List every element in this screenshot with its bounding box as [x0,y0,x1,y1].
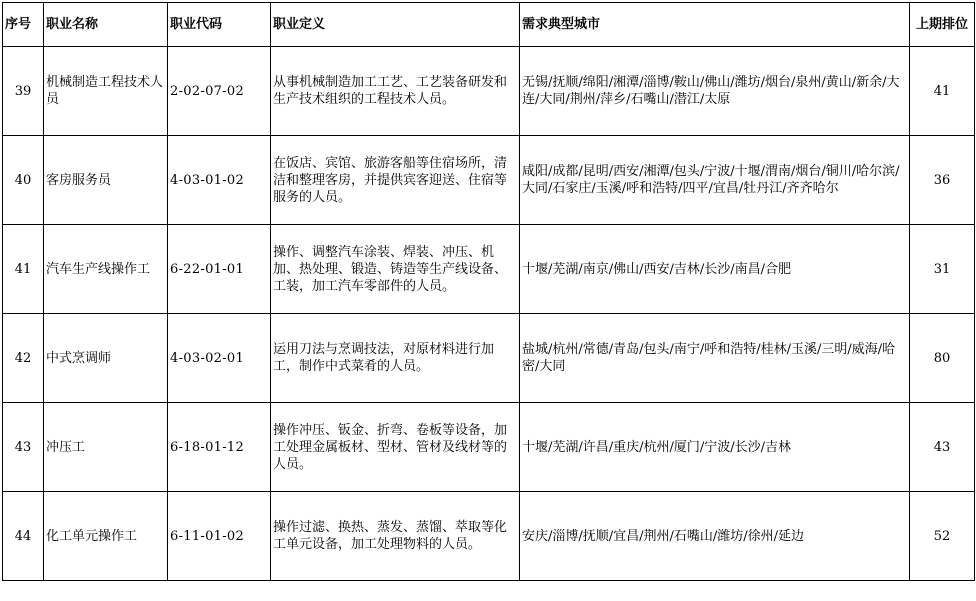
cell-definition: 在饭店、宾馆、旅游客船等住宿场所，清洁和整理客房，并提供宾客迎送、住宿等服务的人员。 [271,136,520,225]
cell-definition: 操作、调整汽车涂装、焊装、冲压、机加、热处理、锻造、铸造等生产线设备、工装，加工汽车零部件的人员。 [271,225,520,314]
cell-cities: 十堰/芜湖/许昌/重庆/杭州/厦门/宁波/长沙/吉林 [520,403,910,492]
table-row [3,225,975,314]
header-name: 职业名称 [44,3,168,47]
cell-cities: 咸阳/成都/昆明/西安/湘潭/包头/宁波/十堰/渭南/烟台/铜川/哈尔滨/大同/石家庄/玉溪/呼和浩特/四平/宜昌/牡丹江/齐齐哈尔 [520,136,910,225]
cell-seq: 44 [3,492,44,581]
table-row [3,136,975,225]
cell-rank: 36 [910,136,975,225]
cell-definition: 从事机械制造加工工艺、工艺装备研发和生产技术组织的工程技术人员。 [271,47,520,136]
cell-code: 4-03-01-02 [168,136,271,225]
cell-cities: 无锡/抚顺/绵阳/湘潭/淄博/鞍山/佛山/潍坊/烟台/泉州/黄山/新余/大连/大同/荆州/萍乡/石嘴山/潜江/太原 [520,47,910,136]
cell-name: 中式烹调师 [44,314,168,403]
cell-cities: 盐城/杭州/常德/青岛/包头/南宁/呼和浩特/桂林/玉溪/三明/威海/哈密/大同 [520,314,910,403]
cell-name: 机械制造工程技术人员 [44,47,168,136]
cell-definition: 操作过滤、换热、蒸发、蒸馏、萃取等化工单元设备，加工处理物料的人员。 [271,492,520,581]
cell-definition: 运用刀法与烹调技法，对原材料进行加工，制作中式菜肴的人员。 [271,314,520,403]
occupation-table [2,2,975,581]
header-seq: 序号 [3,3,44,47]
cell-code: 6-11-01-02 [168,492,271,581]
cell-rank: 31 [910,225,975,314]
cell-code: 2-02-07-02 [168,47,271,136]
cell-rank: 43 [910,403,975,492]
cell-rank: 41 [910,47,975,136]
cell-cities: 安庆/淄博/抚顺/宜昌/荆州/石嘴山/潍坊/徐州/延边 [520,492,910,581]
cell-code: 6-22-01-01 [168,225,271,314]
table-row [3,314,975,403]
header-cities: 需求典型城市 [520,3,910,47]
cell-cities: 十堰/芜湖/南京/佛山/西安/吉林/长沙/南昌/合肥 [520,225,910,314]
cell-code: 6-18-01-12 [168,403,271,492]
cell-code: 4-03-02-01 [168,314,271,403]
cell-rank: 80 [910,314,975,403]
cell-seq: 40 [3,136,44,225]
cell-definition: 操作冲压、钣金、折弯、卷板等设备，加工处理金属板材、型材、管材及线材等的人员。 [271,403,520,492]
cell-name: 客房服务员 [44,136,168,225]
cell-seq: 41 [3,225,44,314]
header-code: 职业代码 [168,3,271,47]
header-definition: 职业定义 [271,3,520,47]
table-row [3,47,975,136]
cell-seq: 42 [3,314,44,403]
cell-rank: 52 [910,492,975,581]
cell-seq: 43 [3,403,44,492]
cell-name: 冲压工 [44,403,168,492]
header-rank: 上期排位 [910,3,975,47]
cell-name: 汽车生产线操作工 [44,225,168,314]
table-row [3,492,975,581]
header-row [3,3,975,47]
cell-name: 化工单元操作工 [44,492,168,581]
cell-seq: 39 [3,47,44,136]
table-row [3,403,975,492]
